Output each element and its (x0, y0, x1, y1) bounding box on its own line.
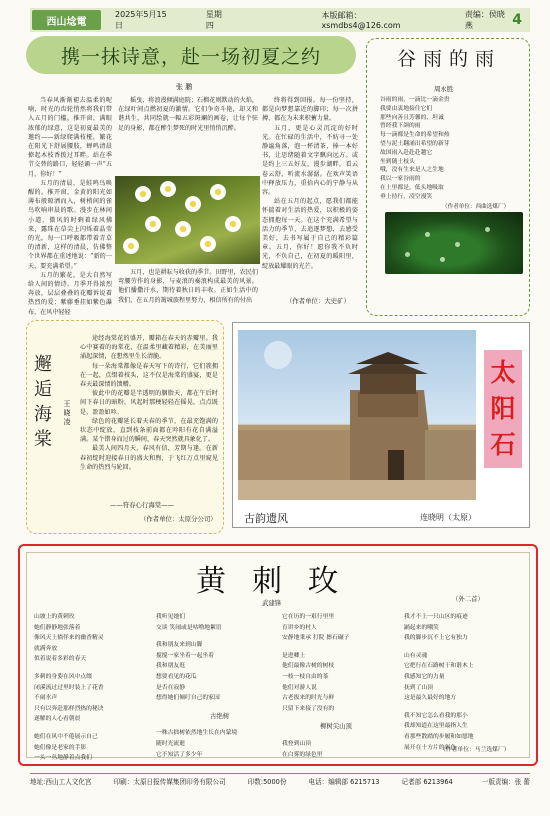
page-header (30, 8, 530, 32)
poem-line: 像风天上徜徉来的幽香精灵 (34, 635, 104, 642)
poem-line: 我感知它的力量 (404, 673, 445, 680)
paragraph: 最美人间四月天，春风有信，芳期与逢。在新春初绽时迎接春日的盛大和煦，于飞红万点里窥见生命的热烈与轮回。 (80, 445, 218, 471)
paragraph: 途经海棠花的盛开，瓣箱在春天的赤瓣里。我心中赛着的海棠花，在温柔里藏着精彩，在美丽里涌起深情，在想然里生长清脆。 (80, 335, 218, 361)
poem-line: 多刺的身姿在风中点缀 (34, 673, 92, 680)
haitang-signoff: （作者单位：太原分公司） (140, 515, 217, 523)
poem-line: 曾经我下颌的雨 (380, 123, 421, 130)
haitang-author: 王晓凌 (63, 400, 71, 426)
leaf-raindrop-photo (385, 212, 523, 274)
paragraph: 摇曳，将浪漫倾满庭院；石榴花则默动的火焰，在绿叶间点燃初夏的激情。它们争奇斗艳，却又和谐共生，共同绘就一幅五彩斑斓的画卷，让每个驻足的身影，都在醉生梦死的时光里悄悄沉醉。 (118, 97, 258, 132)
poem-line: 看那些散踏的步履和如愿地 (404, 733, 474, 740)
title-char: 邂 (34, 354, 52, 375)
footer-count: 印数:5000份 (247, 777, 287, 786)
poem-line: 古老拔来的时光与鲜 (282, 695, 335, 702)
poem-line: 我和朋友来到山脚 (156, 642, 203, 649)
page-editor: 责编：侯晓燕 (464, 10, 505, 30)
taiyang-stone-side-title (484, 350, 522, 468)
paragraph: 站在五月的起点，愿我们都能怀揣着对生活的热爱，以积极的姿态拥抱每一天。在这个充满希望与活力的季节，去追逐梦想，去感受美好，去书写属于自己的精彩篇章。五月，你好！愿你我不负时光，不负自己，在初夏的暖阳里，绽放最耀眼的光芒。 (262, 198, 358, 270)
poem-line: 我的脚步沉不上它有独力 (404, 635, 468, 642)
poem-line: 她们静静地张落着 (34, 624, 81, 631)
poem-line: 我以一家谷雨的 (380, 176, 421, 183)
article-author: 张 鹏 (176, 83, 193, 91)
poem-line: 一枝一枝自由的茶 (282, 673, 329, 680)
title-char: 海 (34, 404, 52, 425)
footer-address: 地址:西山工人文化宫 (30, 777, 92, 786)
poem-subtitle: 柳树尖山顶 (320, 722, 352, 731)
poem-subtitle: 古绝树 (210, 711, 230, 720)
poem-line: 垂上持行，凌空漫笑 (380, 193, 433, 200)
paragraph: 每一朵海棠都像是春天写下的诗行，它们簇拥在一起，点缀着枝头，这不仅是海棠的盛宴，更是春天最深情的馈赠。 (80, 362, 218, 389)
paragraph: 五月的繁花，是大自然写给人间的情诗。月季开得浓烈奔放，层层叠叠的花瓣诉说着热烈的爱；紫藤垂挂如紫色瀑布，在风中轻轻 (28, 271, 112, 316)
huangcimei-column-1 (34, 612, 104, 764)
huangcimei-column-4 (404, 612, 474, 753)
article-title-banner (26, 36, 356, 74)
poem-line: 她们像是老家的手影 (34, 744, 87, 751)
poem-line: 谷雨的雨，一滴比一滴金贵 (380, 97, 450, 103)
footer-printer: 印刷：太原日报传媒集团印务有限公司 (113, 777, 226, 786)
footer-proof: 一版责编：张 蕾 (481, 777, 530, 786)
title-char: 太 (490, 358, 516, 387)
guyu-poem-lines (380, 96, 450, 202)
paragraph: 五月，更是心灵沉淀的好时光。在忙碌的生活中，不妨寻一处静谧角落，泡一杯清茶，捧一本好书，让思绪随着文字飘向远方。或是约上三五好友，漫步湖畔，看云卷云舒，听流水潺潺。在欢声笑语中释放压力，重拾内心的宁静与从容。 (262, 124, 358, 197)
page-number: 4 (512, 12, 522, 28)
poem-line: 展开在十方片的彩色 (404, 744, 457, 751)
poem-line: 遂解的人心看朝晨 (34, 716, 81, 723)
title-char: 逅 (34, 379, 52, 400)
poem-line: 我登到山顶 (282, 740, 311, 747)
photo-credit: 连晓明（太原） (420, 513, 476, 522)
page-footer (30, 773, 530, 787)
poem-line: 山有灵魂 (404, 652, 428, 659)
paragraph: 彼此中的花瓣是半透明的胭脂天，都在午后时间下春日的暗粉，风起时那梗轻轻在摇晃，点点既是，盈盈如吟。 (80, 390, 218, 416)
poem-line: 安静地秉承 打院 擦石碾子 (282, 635, 350, 642)
page-email: 本版邮箱：xsmdbs4@126.com (321, 11, 401, 30)
poem-line: 它把行在石路树干和谐木上 (404, 663, 474, 670)
haitang-tail: ——符春心行海棠—— (110, 501, 174, 509)
paragraph: 当春风渐渐褪去温柔的呢喃，时光的齿轮悄然将我们带入五月的门槛。推开窗，满眼浓郁的绿意，这是初夏最美的邀约——新绿爬满枝桠，繁花在阳光下舒展腰肢，蝉鸣清晨撩起木枝香拨过耳畔。站在季节交替的路口，轻轻诵一声“五月，你好！” (28, 97, 112, 178)
poem-line: 他们最像古树的树枝 (282, 663, 335, 670)
huangcimei-title: 黄刺玫 (196, 564, 364, 599)
poem-line: 想要看见的花瓜 (156, 673, 197, 680)
article-column-3 (262, 96, 358, 294)
poem-line: 在白雾的绿色里 (282, 751, 323, 758)
poem-line: 它不知活了多少年 (156, 751, 203, 758)
footer-reporter: 记者部 6213964 (401, 777, 453, 786)
poem-line: 这是最久最好的地方 (404, 695, 457, 702)
fortress-illustration (238, 330, 476, 500)
poem-line: 我却知道在这里最指人生 (404, 723, 468, 730)
poem-line: 随时光流逝 (156, 740, 185, 747)
article-column-1 (28, 96, 112, 317)
guyu-author: 周永胜 (434, 85, 454, 93)
huangcimei-author: 武建锋 (262, 599, 282, 607)
paragraph: 五月，也是耕耘与收获的季节。田野里，农民们弯腰劳作的身影，与麦浪的奏浪构成最美的风景。他们播撒汗水，期待着秋日的丰收。正如生活中的我们，在五月的篱城旅程里努力，相信所有的付出 (118, 269, 258, 304)
poem-line: 每一滴都是生命的希望和热 (380, 132, 450, 139)
poem-line: 不闹水声 (34, 695, 58, 702)
guyu-title: 谷雨的雨 (396, 48, 501, 70)
poem-line: 故国雨入赴赴赴越它 (380, 149, 433, 156)
title-char: 石 (490, 430, 516, 459)
ancient-gate-photo (238, 330, 476, 500)
photo-caption: 古韵遗风 (244, 512, 288, 525)
poem-line: 我不知它怎么看我的那小 (404, 712, 468, 719)
article-column-2-bottom (118, 268, 258, 308)
poem-line: 只有以奔赴那样烈热的秘诀 (34, 705, 104, 712)
huangcimei-column-2 (156, 612, 237, 760)
poem-line: 我要由衷地接住它们 (380, 105, 433, 112)
poem-line: 我和朋友逛 (156, 663, 185, 670)
poem-line: 他们对游人说 (282, 684, 317, 691)
poem-line: 闭溪流过过里时装上了花香 (34, 684, 104, 691)
paragraph: 五月的清晨，是蛙鸣鸟唤醒的。推开窗，金黄的阳光如薄布般晾洒而入，树梢间的雀鸟吹响串晨的歌。漫步在林间小道，微风的时剩着绿风拂来，露珠在草尖上闪烁着晶莹的光。每一口呼吸都带着青草的清新，这样的清晨，仿佛整个世界都在重述地说：“新的一天，要充满希望。” (28, 179, 112, 270)
poem-line: 在土里都是，低头地吸取 (380, 184, 444, 191)
poem-line: 那些向善且芳馨的、坦诚 (380, 114, 444, 121)
footer-phone: 电话：编辑部 6215713 (308, 777, 380, 786)
paragraph: 终将得到回报。每一份坚持，都是向梦想靠近的脚印；每一次拼搏，都在为未来积蓄力量。 (262, 97, 358, 123)
poem-line: 是进卿上 (282, 652, 306, 659)
title-char: 阳 (490, 394, 516, 423)
paragraph: 绿色的花瓣延长着天春的季节，在最充饱满的状态中绽放，直到枝条前面都在吟阳有花自满溢满。某个错身而过的瞬间，春天突然就具象化了。 (80, 417, 218, 444)
poem-line: 她们在风中不倦展示自己 (34, 733, 98, 740)
poem-line: 想得她们倾叮自己的家园 (156, 695, 220, 702)
poem-line: 望与泥土翻涌出希望的新芽 (380, 140, 450, 147)
poem-line: 坐到随土枝头 (380, 158, 415, 165)
poem-line: 只留下来接了没有的 (282, 705, 335, 712)
poem-line: 交谈 笑闹或是咕噜地絮语 (156, 624, 222, 631)
haitang-text (80, 334, 218, 500)
issue-date: 2025年5月15日 (115, 10, 167, 30)
poem-line: 山坡上的黄刺玫 (34, 614, 75, 620)
article-title: 携一抹诗意，赴一场初夏之约 (60, 45, 321, 68)
poem-line: 一株古拙树依然地生长在内蒙境 (156, 730, 238, 737)
poem-line: 是否在寂静 (156, 684, 185, 691)
poem-line: 踊起来的嘲笑 (404, 624, 439, 631)
poem-line: 抚到了山顶 (404, 684, 433, 691)
huangcimei-column-3 (282, 612, 352, 760)
haitang-vertical-title (33, 352, 53, 452)
poem-line: 一头一丛地静着点我们 (34, 755, 92, 762)
poem-line: 我听见她们 (156, 614, 185, 620)
guyu-signoff: （作者单位：西曲选煤厂） (442, 204, 510, 210)
newspaper-logo: 西山埝電 (32, 10, 101, 30)
poem-line: 哦，没有生来是人之生地 (380, 167, 444, 174)
title-char: 棠 (34, 429, 52, 450)
article-column-2-top (118, 96, 258, 176)
poem-line: 就满奔放 (34, 645, 58, 652)
poem-line: 我才不上一只山区的痕迹 (404, 614, 468, 620)
flower-photo (115, 176, 260, 264)
article-signoff: （作者单位：大史矿） (286, 297, 350, 305)
huangcimei-signoff: （作者单位：马兰选煤厂） (440, 747, 510, 753)
issue-weekday: 星期四 (205, 10, 222, 30)
poem-line: 搅搅一家坐着一起坐着 (156, 652, 214, 659)
huangcimei-subtitle: （外二首） (452, 595, 484, 603)
poem-line: 育讲乡的村人 (282, 624, 317, 631)
poem-line: 似着说着多彩的春天 (34, 656, 87, 663)
poem-line: 它在历的一艰行里里 (282, 614, 335, 620)
